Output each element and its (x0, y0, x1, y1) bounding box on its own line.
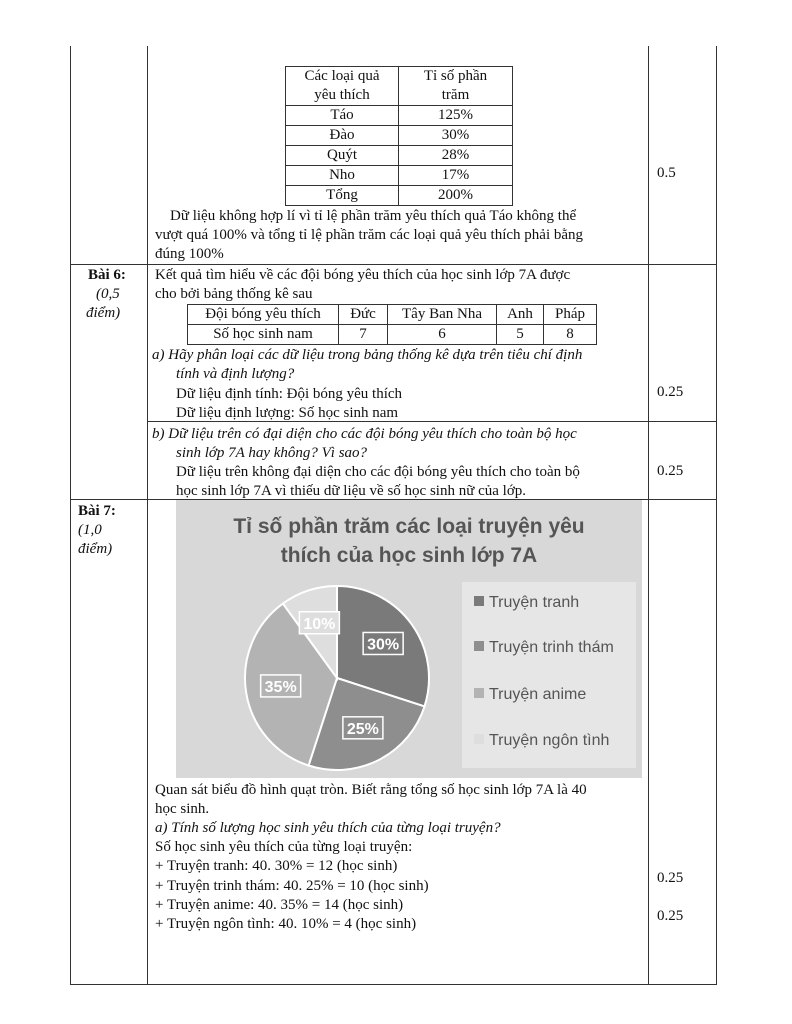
table-cell: 125% (399, 106, 513, 126)
question-b: b) Dữ liệu trên có đại diện cho các đội bóng yêu thích cho toàn bộ học (152, 426, 577, 442)
table-row (286, 186, 513, 206)
table-cell: Táo (286, 106, 399, 126)
table-row (286, 126, 513, 146)
table-border-col1 (147, 46, 148, 984)
table-row (286, 146, 513, 166)
question-points: điểm) (86, 305, 121, 321)
table-border-right (716, 46, 717, 984)
table-cell: 7 (339, 325, 388, 345)
legend-label: Truyện ngôn tình (489, 732, 610, 749)
table-header: Tỉ số phần trăm (399, 67, 513, 106)
table-cell: 5 (497, 325, 544, 345)
answer-line: Dữ liệu định lượng: Số học sinh nam (176, 405, 399, 421)
score: 0.25 (657, 463, 684, 479)
paragraph-line: Kết quả tìm hiểu về các đội bóng yêu thích của học sinh lớp 7A được (155, 267, 571, 283)
paragraph-line: Quan sát biểu đồ hình quạt tròn. Biết rằng tổng số học sinh lớp 7A là 40 (155, 782, 587, 798)
chart-legend (462, 582, 636, 768)
data-label: 10% (303, 615, 336, 633)
legend-swatch (474, 688, 484, 698)
table-cell: 28% (399, 146, 513, 166)
table-cell: 8 (544, 325, 597, 345)
table-border-col2 (648, 46, 649, 984)
table-cell: 17% (399, 166, 513, 186)
table-row (286, 166, 513, 186)
question-points: điểm) (78, 541, 113, 557)
legend-item (474, 639, 614, 657)
fruit-table (285, 66, 513, 206)
question-points: (0,5 (96, 286, 120, 302)
table-cell: Pháp (544, 305, 597, 325)
legend-label: Truyện anime (489, 686, 587, 703)
data-label: 30% (367, 636, 400, 654)
question-a: a) Tính số lượng học sinh yêu thích của từng loại truyện? (155, 820, 501, 836)
table-cell: Số học sinh nam (188, 325, 339, 345)
table-cell: 30% (399, 126, 513, 146)
answer-line: Dữ liệu trên không đại diện cho các đội bóng yêu thích cho toàn bộ (176, 464, 580, 480)
answer-line: học sinh lớp 7A vì thiếu dữ liệu về số học sinh nữ của lớp. (176, 483, 527, 499)
table-cell: Đội bóng yêu thích (188, 305, 339, 325)
question-a: a) Hãy phân loại các dữ liệu trong bảng thống kê dựa trên tiêu chí định (152, 347, 583, 363)
table-row (286, 106, 513, 126)
table-cell: Tây Ban Nha (388, 305, 497, 325)
answer-line: + Truyện ngôn tình: 40. 10% = 4 (học sinh) (155, 916, 417, 932)
score: 0.5 (657, 165, 676, 181)
question-title: Bài 6: (88, 267, 126, 283)
table-row (188, 305, 597, 325)
question-a: tính và định lượng? (176, 366, 295, 382)
paragraph-line: vượt quá 100% và tổng tỉ lệ phần trăm các loại quả yêu thích phải bằng (155, 227, 584, 243)
row-line (70, 264, 717, 265)
question-b: sinh lớp 7A hay không? Vì sao? (176, 445, 368, 461)
score: 0.25 (657, 384, 684, 400)
paragraph-line: cho bởi bảng thống kê sau (155, 286, 313, 302)
answer-line: + Truyện trinh thám: 40. 25% = 10 (học sinh) (155, 878, 429, 894)
question-points: (1,0 (78, 522, 102, 538)
legend-item (474, 594, 579, 612)
data-label: 25% (346, 720, 379, 738)
paragraph-line: Dữ liệu không hợp lí vì tỉ lệ phần trăm yêu thích quả Táo không thể (170, 208, 577, 224)
legend-item (474, 732, 609, 750)
table-cell: Quýt (286, 146, 399, 166)
legend-label: Truyện trinh thám (489, 639, 614, 656)
table-cell: Đào (286, 126, 399, 146)
question-title: Bài 7: (78, 503, 116, 519)
chart-title: Tỉ số phần trăm các loại truyện yêu (233, 515, 585, 538)
table-cell: Nho (286, 166, 399, 186)
table-cell: Đức (339, 305, 388, 325)
data-label: 35% (264, 678, 297, 696)
chart-title: thích của học sinh lớp 7A (280, 544, 538, 567)
legend-label: Truyện tranh (489, 594, 580, 611)
score: 0.25 (657, 870, 684, 886)
legend-swatch (474, 734, 484, 744)
table-cell: 6 (388, 325, 497, 345)
score: 0.25 (657, 908, 684, 924)
table-cell: Tổng (286, 186, 399, 206)
answer-line: + Truyện tranh: 40. 30% = 12 (học sinh) (155, 858, 398, 874)
legend-item (474, 686, 586, 704)
row-line (70, 984, 717, 985)
legend-swatch (474, 641, 484, 651)
table-cell: 200% (399, 186, 513, 206)
answer-line: + Truyện anime: 40. 35% = 14 (học sinh) (155, 897, 404, 913)
table-row (188, 325, 597, 345)
football-table (187, 304, 597, 345)
answer-line: Dữ liệu định tính: Đội bóng yêu thích (176, 386, 403, 402)
paragraph-line: đúng 100% (155, 246, 224, 262)
table-row (286, 67, 513, 106)
paragraph-line: học sinh. (155, 801, 210, 817)
table-cell: Anh (497, 305, 544, 325)
table-header: Các loại quả yêu thích (286, 67, 399, 106)
table-border-left (70, 46, 71, 984)
answer-line: Số học sinh yêu thích của từng loại truyện: (155, 839, 413, 855)
legend-swatch (474, 596, 484, 606)
